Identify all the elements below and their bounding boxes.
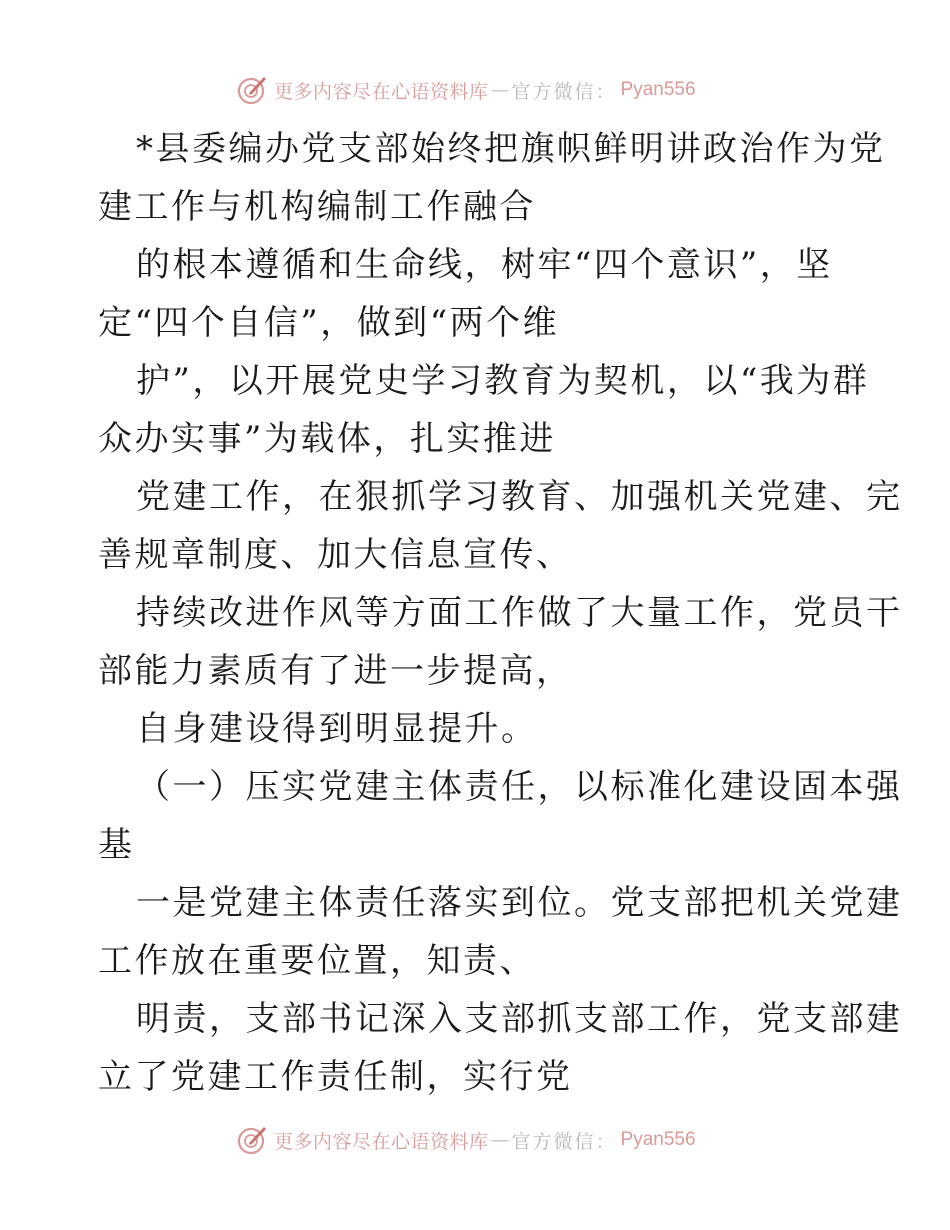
- paragraph-line: 一是党建主体责任落实到位。党支部把机关党建: [136, 883, 903, 923]
- paragraph-line: 部能力素质有了进一步提高，: [98, 651, 573, 691]
- footer-watermark: [236, 1122, 696, 1158]
- section-heading-continued: 基: [98, 825, 135, 865]
- paragraph-line: 善规章制度、加大信息宣传、: [98, 535, 573, 575]
- paragraph-line: *县委编办党支部始终把旗帜鲜明讲政治作为党: [136, 129, 886, 169]
- quill-logo-icon: [236, 1124, 268, 1156]
- paragraph-line: 自身建设得到明显提升。: [136, 709, 538, 749]
- paragraph-line: 明责，支部书记深入支部抓支部工作，党支部建: [136, 999, 903, 1039]
- header-watermark: [236, 72, 696, 108]
- watermark-label: 官方微信：: [511, 80, 617, 103]
- watermark-label: 官方微信：: [511, 1130, 617, 1153]
- watermark-separator: —: [490, 79, 510, 101]
- paragraph-line: 的根本遵循和生命线，树牢“四个意识”，坚: [136, 245, 833, 285]
- paragraph-line: 护”，以开展党史学习教育为契机，以“我为群: [136, 361, 870, 401]
- paragraph-line: 建工作与机构编制工作融合: [98, 187, 536, 227]
- watermark-id: Pyan556: [620, 1129, 696, 1150]
- paragraph-line: 工作放在重要位置，知责、: [98, 941, 536, 981]
- section-heading: （一）压实党建主体责任，以标准化建设固本强: [136, 767, 903, 807]
- watermark-text: 更多内容尽在心语资料库: [274, 1130, 489, 1153]
- paragraph-line: 定“四个自信”，做到“两个维: [98, 303, 560, 343]
- watermark-separator: —: [490, 1129, 510, 1151]
- paragraph-line: 立了党建工作责任制，实行党: [98, 1057, 573, 1097]
- paragraph-line: 持续改进作风等方面工作做了大量工作，党员干: [136, 593, 903, 633]
- watermark-text: 更多内容尽在心语资料库: [274, 80, 489, 103]
- document-body: [98, 120, 903, 1106]
- quill-logo-icon: [236, 74, 268, 106]
- watermark-id: Pyan556: [620, 79, 696, 100]
- paragraph-line: 众办实事”为载体，扎实推进: [98, 419, 556, 459]
- paragraph-line: 党建工作，在狠抓学习教育、加强机关党建、完: [136, 477, 903, 517]
